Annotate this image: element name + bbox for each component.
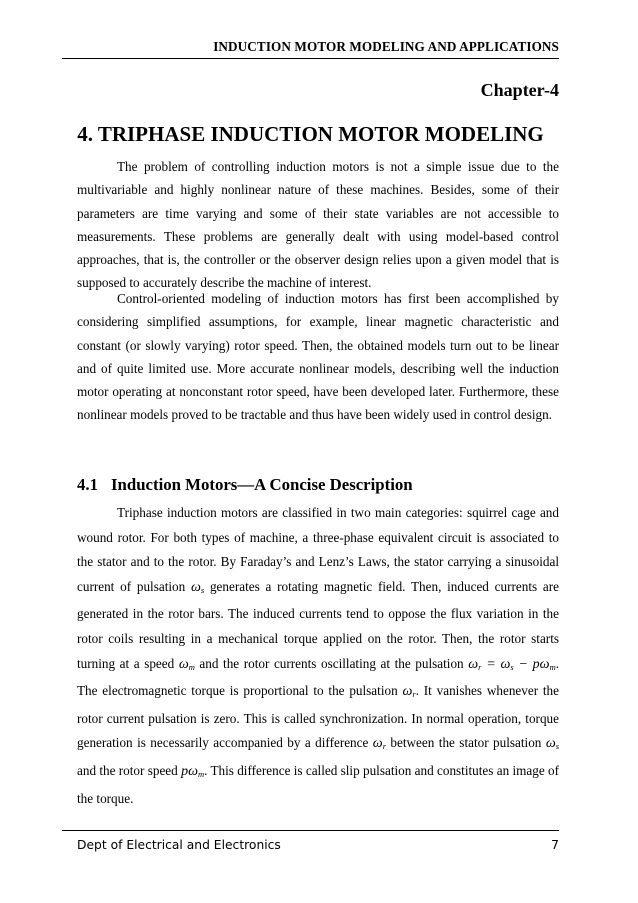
footer-divider	[62, 830, 559, 831]
math-subscript: s	[510, 661, 514, 672]
math-symbol: ω	[468, 656, 479, 672]
math-symbol: ω	[190, 579, 201, 595]
text-run: . This difference is called slip pulsation and constitutes an image of the torque.	[77, 762, 559, 806]
paragraph-1	[77, 155, 559, 295]
math-symbol: p	[532, 656, 540, 672]
math-omega-r	[402, 684, 415, 699]
chapter-title: 4. TRIPHASE INDUCTION MOTOR MODELING	[77, 122, 544, 146]
math-subscript: s	[200, 584, 205, 595]
paragraph-2-text: Control-oriented modeling of induction motors has first been accomplished by considering simplified assumptions, for example, linear magnetic characteristic and constant (or slowly varying) rotor speed. Then, the obtained models turn out to be linear and of quite limited use. More accurate nonlinear models, describing well the induction motor operating at nonconstant rotor speed, have been developed later. Furthermore, these nonlinear models proved to be tractable and thus have been widely used in control design.	[77, 291, 559, 423]
footer-department: Dept of Electrical and Electronics	[77, 838, 281, 852]
section-title: Induction Motors—A Concise Description	[111, 475, 413, 494]
paragraph-1-text: The problem of controlling induction motors is not a simple issue due to the multivariable and highly nonlinear nature of these machines. Besides, some of their parameters are time varying and some of their state variables are not accessible to measurements. These problems are generally dealt with using model-based control approaches, that is, the controller or the observer design relies upon a given model that is supposed to accurately describe the machine of interest.	[77, 159, 559, 291]
math-symbol: ω	[500, 656, 511, 672]
text-run: generates a rotating magnetic field. Then, induced currents are generated in the rotor bars. The induced currents tend to oppose the flux variation in the rotor coils resulting in a mechanical torque applied on the rotor. Then, the rotor starts turning at a speed	[77, 578, 559, 671]
math-symbol: p	[181, 763, 189, 779]
text-run: and the rotor speed	[77, 762, 178, 778]
math-symbol: ω	[188, 763, 198, 779]
math-symbol: ω	[402, 684, 413, 700]
math-omega-s	[191, 580, 204, 595]
header-divider	[62, 58, 559, 59]
math-operator: −	[518, 656, 528, 672]
text-run: Triphase induction motors are classified in two main categories: squirrel cage and wound rotor. For both types of machine, a three-phase equivalent circuit is associated to the stator and to the rotor. By Faraday’s and Lenz’s Laws, the stator carrying a sinusoidal current of pulsation	[77, 505, 559, 594]
paragraph-2	[77, 287, 559, 427]
text-run: . It vanishes whenever the rotor current pulsation is zero. This is called synchronization. In normal operation, torque generation is necessarily accompanied by a difference	[77, 683, 560, 751]
running-header: INDUCTION MOTOR MODELING AND APPLICATIONS	[213, 39, 559, 54]
math-subscript: r	[478, 661, 482, 672]
math-symbol: ω	[539, 656, 550, 672]
math-omega-m	[179, 657, 195, 672]
math-subscript: r	[412, 689, 416, 700]
math-operator: =	[486, 656, 496, 672]
chapter-label: Chapter-4	[480, 80, 559, 100]
math-omega-r	[373, 736, 386, 751]
math-subscript: m	[197, 768, 205, 779]
math-omega-s	[546, 736, 559, 751]
section-paragraph-text	[77, 501, 559, 811]
text-run: and the rotor currents oscillating at the pulsation	[199, 655, 464, 671]
math-subscript: r	[382, 741, 386, 752]
math-slip-equation	[468, 657, 555, 672]
text-run: between the stator pulsation	[390, 735, 542, 751]
math-symbol: ω	[178, 656, 189, 672]
math-p-omega-m	[181, 764, 204, 779]
text-run: . The electromagnetic torque is proportional to the pulsation	[77, 655, 559, 699]
section-number: 4.1	[77, 475, 98, 494]
math-subscript: s	[555, 741, 560, 752]
math-symbol: ω	[545, 736, 556, 752]
math-subscript: m	[188, 661, 195, 672]
section-paragraph	[77, 501, 559, 811]
math-symbol: ω	[372, 736, 383, 752]
math-subscript: m	[549, 661, 556, 672]
section-heading	[77, 475, 413, 495]
page-number: 7	[551, 838, 559, 852]
